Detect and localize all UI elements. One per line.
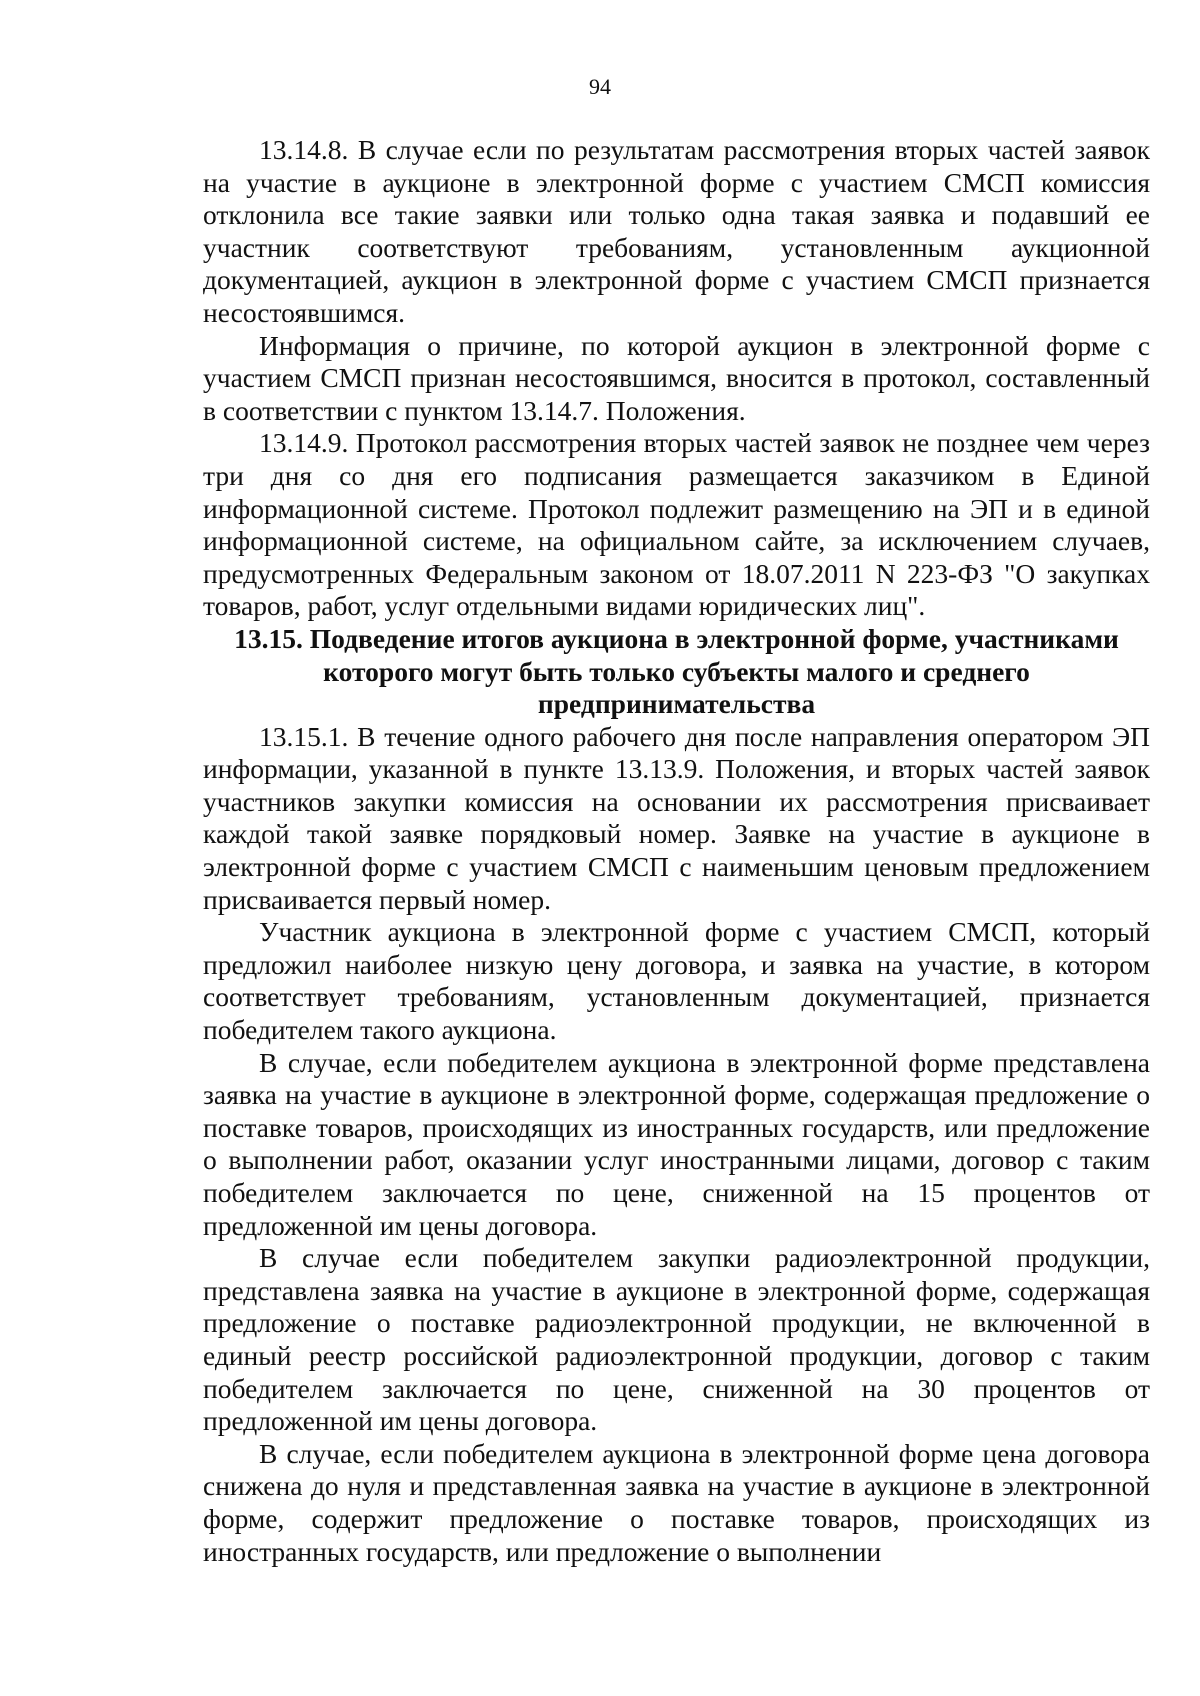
- paragraph-radioelectronic: В случае если победителем закупки радиоэлектронной продукции, представлена заявка на участие в аукционе в электронной форме, содержащая предложение о поставке радиоэлектронной продукции, не включенной в единый реестр российской радиоэлектронной продукции, договор с таким победителем заключается по цене, сниженной на 30 процентов от предложенной им цены договора.: [203, 1242, 1150, 1437]
- paragraph-13-15-1: 13.15.1. В течение одного рабочего дня после направления оператором ЭП информации, указанной в пункте 13.13.9. Положения, и вторых частей заявок участников закупки комиссия на основании их рассмотрения присваивает каждой такой заявке порядковый номер. Заявке на участие в аукционе в электронной форме с участием СМСП с наименьшим ценовым предложением присваивается первый номер.: [203, 720, 1150, 915]
- document-body: [203, 134, 1150, 1568]
- paragraph-13-14-8: 13.14.8. В случае если по результатам рассмотрения вторых частей заявок на участие в аукционе в электронной форме с участием СМСП комиссия отклонила все такие заявки или только одна такая заявка и подавший ее участник соответствуют требованиям, установленным аукционной документацией, аукцион в электронной форме с участием СМСП признается несостоявшимся.: [203, 134, 1150, 328]
- paragraph-foreign-goods: В случае, если победителем аукциона в электронной форме представлена заявка на участие в аукционе в электронной форме, содержащая предложение о поставке товаров, происходящих из иностранных государств, или предложение о выполнении работ, оказании услуг иностранными лицами, договор с таким победителем заключается по цене, сниженной на 15 процентов от предложенной им цены договора.: [203, 1046, 1150, 1241]
- paragraph-winner: Участник аукциона в электронной форме с участием СМСП, который предложил наиболее низкую цену договора, и заявка на участие, в котором соответствует требованиям, установленным документацией, признается победителем такого аукциона.: [203, 916, 1150, 1046]
- paragraph-13-14-9: 13.14.9. Протокол рассмотрения вторых частей заявок не позднее чем через три дня со дня его подписания размещается заказчиком в Единой информационной системе. Протокол подлежит размещению на ЭП и в единой информационной системе, на официальном сайте, за исключением случаев, предусмотренных Федеральным законом от 18.07.2011 N 223-ФЗ "О закупках товаров, работ, услуг отдельными видами юридических лиц".: [203, 427, 1150, 622]
- section-heading-13-15: 13.15. Подведение итогов аукциона в электронной форме, участниками которого могут быть только субъекты малого и среднего предпринимательства: [234, 622, 1119, 720]
- paragraph-failure-reason: Информация о причине, по которой аукцион в электронной форме с участием СМСП признан несостоявшимся, вносится в протокол, составленный в соответствии с пунктом 13.14.7. Положения.: [203, 329, 1150, 426]
- page-number: 94: [589, 74, 611, 99]
- paragraph-zero-price: В случае, если победителем аукциона в электронной форме цена договора снижена до нуля и представленная заявка на участие в аукционе в электронной форме, содержит предложение о поставке товаров, происходящих из иностранных государств, или предложение о выполнении: [203, 1437, 1150, 1567]
